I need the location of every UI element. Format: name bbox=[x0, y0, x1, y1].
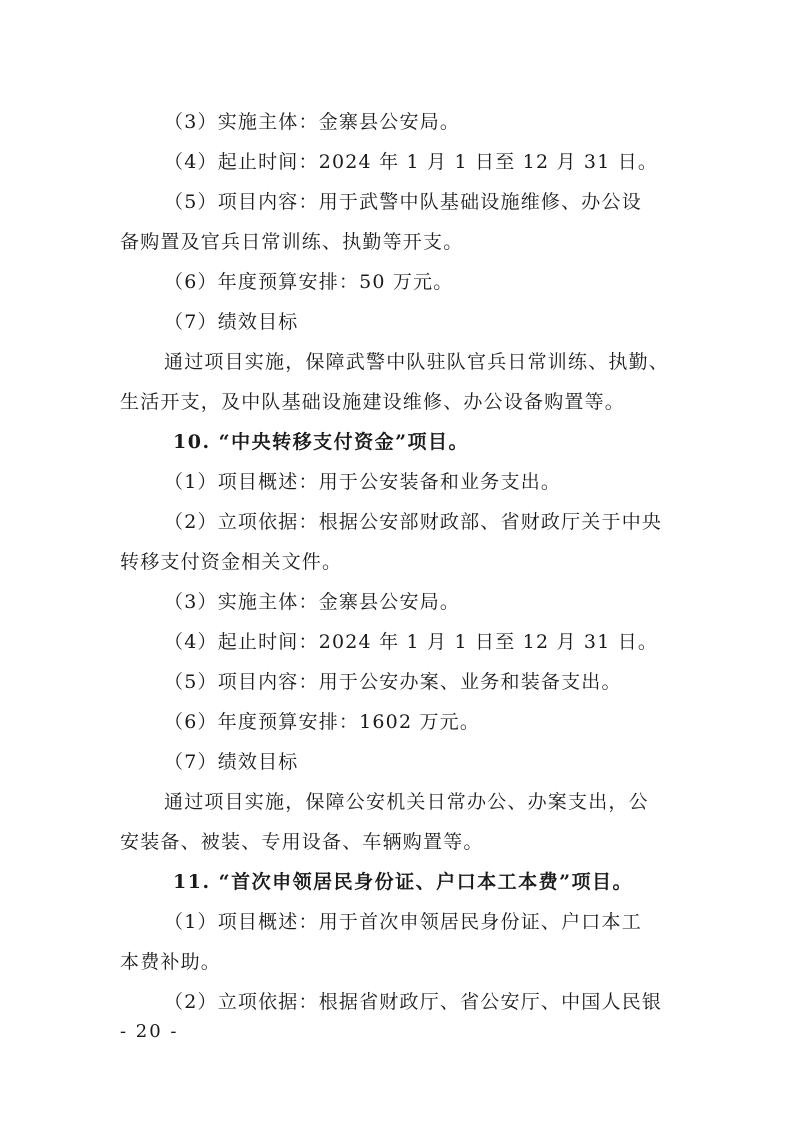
text-line: （7）绩效目标 bbox=[164, 751, 299, 773]
text-line: 通过项目实施，保障武警中队驻队官兵日常训练、执勤、 bbox=[164, 351, 670, 373]
page-number: - 20 - bbox=[120, 1021, 179, 1042]
text-line: （3）实施主体：金寨县公安局。 bbox=[164, 591, 461, 613]
text-line: （5）项目内容：用于公安办案、业务和装备支出。 bbox=[164, 671, 622, 693]
text-line: （5）项目内容：用于武警中队基础设施维修、办公设 bbox=[164, 191, 642, 213]
text-line: （6）年度预算安排：1602 万元。 bbox=[164, 711, 481, 733]
text-line: （4）起止时间：2024 年 1 月 1 日至 12 月 31 日。 bbox=[164, 151, 659, 173]
text-line: 备购置及官兵日常训练、执勤等开支。 bbox=[120, 231, 464, 253]
section-heading: 10. “中央转移支付资金”项目。 bbox=[173, 431, 470, 453]
text-line: （1）项目概述：用于首次申领居民身份证、户口本工 bbox=[164, 911, 642, 933]
section-heading: 11. “首次申领居民身份证、户口本工本费”项目。 bbox=[173, 871, 634, 893]
text-line: （1）项目概述：用于公安装备和业务支出。 bbox=[164, 471, 562, 493]
text-line: （2）立项依据：根据省财政厅、省公安厅、中国人民银 bbox=[164, 991, 663, 1013]
text-line: （7）绩效目标 bbox=[164, 311, 299, 333]
text-line: （2）立项依据：根据公安部财政部、省财政厅关于中央 bbox=[164, 511, 663, 533]
text-line: 通过项目实施，保障公安机关日常办公、办案支出，公 bbox=[164, 791, 649, 813]
text-line: （4）起止时间：2024 年 1 月 1 日至 12 月 31 日。 bbox=[164, 631, 659, 653]
text-line: 本费补助。 bbox=[120, 951, 222, 973]
text-line: 转移支付资金相关文件。 bbox=[120, 551, 343, 573]
text-line: （3）实施主体：金寨县公安局。 bbox=[164, 111, 461, 133]
text-line: 安装备、被装、专用设备、车辆购置等。 bbox=[120, 831, 484, 853]
text-line: 生活开支，及中队基础设施建设维修、办公设备购置等。 bbox=[120, 391, 626, 413]
text-line: （6）年度预算安排：50 万元。 bbox=[164, 271, 454, 293]
